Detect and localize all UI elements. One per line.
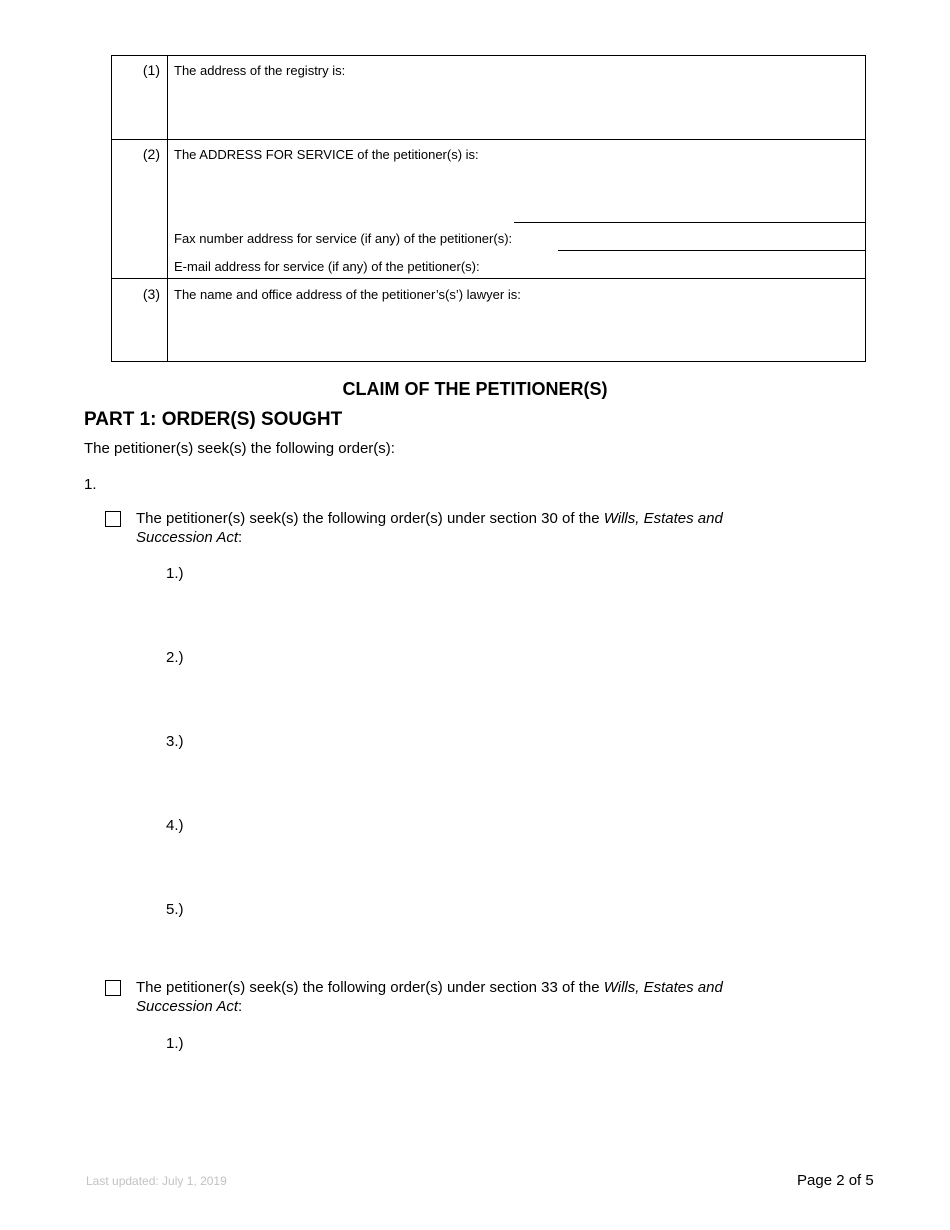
email-address-label: E-mail address for service (if any) of the petitioner(s): [174, 259, 480, 274]
claim-heading: CLAIM OF THE PETITIONER(S) [342, 379, 608, 399]
fax-number-field[interactable] [558, 250, 865, 251]
row-number: (1) [142, 62, 160, 78]
registry-address-label: The address of the registry is: [174, 63, 346, 78]
section-30-option-text: The petitioner(s) seek(s) the following order(s) under section 30 of the Wills, Estates and Succession Act: [136, 510, 723, 546]
order-item-number: 2.) [166, 649, 184, 666]
order-item-number: 5.) [166, 901, 184, 918]
order-item-number: 4.) [166, 817, 184, 834]
intro-text: The petitioner(s) seek(s) the following order(s): [84, 440, 395, 457]
row-number: (3) [142, 286, 160, 302]
row-divider [112, 139, 865, 140]
part-heading: PART 1: ORDER(S) SOUGHT [84, 409, 343, 430]
order-item-number: 1.) [166, 565, 184, 582]
row-divider [112, 278, 865, 279]
column-divider [167, 56, 168, 361]
order-item-number: 3.) [166, 733, 184, 750]
row-number: (2) [142, 146, 160, 162]
address-underline [514, 222, 865, 223]
address-for-service-label: The ADDRESS FOR SERVICE of the petitioner(s) is: [174, 147, 479, 162]
last-updated: Last updated: July 1, 2019 [86, 1174, 227, 1188]
section-33-checkbox[interactable] [105, 980, 121, 996]
item-number: 1. [84, 476, 97, 493]
section-30-checkbox[interactable] [105, 511, 121, 527]
lawyer-address-label: The name and office address of the petitioner’s(s’) lawyer is: [174, 287, 521, 302]
section-33-option-text: The petitioner(s) seek(s) the following order(s) under section 33 of the Wills, Estates and Succession Act: [136, 979, 723, 1015]
fax-number-label: Fax number address for service (if any) of the petitioner(s): [174, 231, 513, 246]
page-number: Page 2 of 5 [797, 1172, 874, 1189]
address-table [111, 55, 866, 362]
order-item-number: 1.) [166, 1035, 184, 1052]
